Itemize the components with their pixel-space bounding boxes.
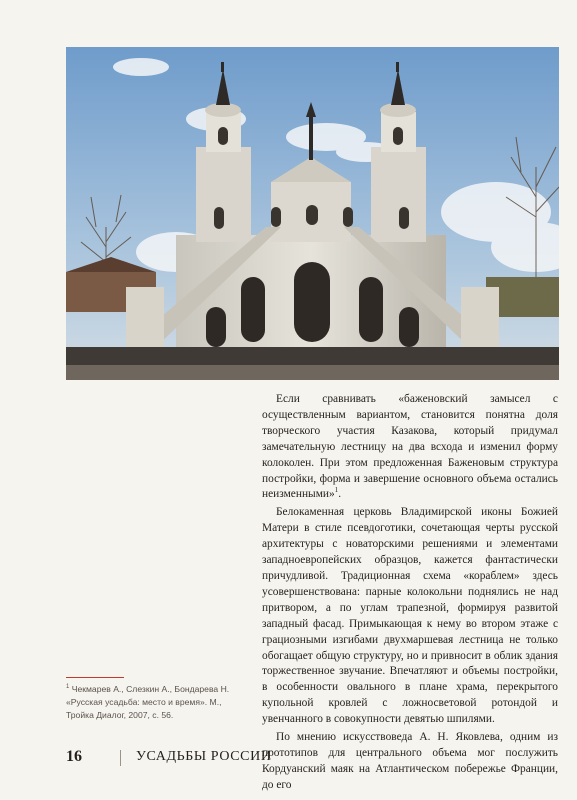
footer-separator (120, 750, 121, 766)
footnote-marker: 1 (66, 684, 70, 691)
running-title: УСАДЬБЫ РОССИИ (136, 749, 272, 764)
footnote-ref[interactable]: 1 (334, 486, 339, 495)
footnote-text: Чекмарев А., Слезкин А., Бондарева Н. «Русская усадьба: место и время». М., Тройка Диалог, 2007, с. 56. (66, 684, 230, 721)
page-number: 16 (66, 748, 82, 765)
footnote-divider (66, 677, 124, 678)
footnote (66, 683, 248, 723)
paragraph-1-text: Если сравнивать «баженовский замысел с осуществленным вариантом, становится понятна доля творческого участия Казакова, который придумал замечательную лестницу на два всхода и изменил форму колоколен. При этом предложенная Баженовым структура постройки, форма и завершение основного объема остались неизменными» (262, 393, 558, 501)
paragraph-3: По мнению искусствоведа А. Н. Яковлева, одним из прототипов для центрального объема мог послужить Кордуанский маяк на Атлантическом побережье Франции, до его (262, 731, 558, 791)
church-illustration (66, 47, 559, 380)
paragraph-2: Белокаменная церковь Владимирской иконы Божией Матери в стиле псевдоготики, сочетающая черты русской архитектуры с новаторскими решениями и элементами западноевропейских образцов, кажется фантастически причудливой. Традиционная схема «кораблем» здесь усовершенствована: парные колокольни поднялись не над притвором, а по углам трапезной, формируя развитой западный фасад. Примыкающая к нему во втором этаже с грациозными изгибами двухмаршевая лестница не только обогащает общую структуру, но и привносит в облик здания торжественное звучание. Впечатляют и объемы постройки, в особенности овального в плане храма, перекрытого купольной кровлей с ложносветовой ротондой и увенчанного в совокупности девятью шпилями. (262, 506, 558, 726)
paragraph-1: Если сравнивать «баженовский замысел с осуществленным вариантом, становится понятна доля творческого участия Казакова, который придумал замечательную лестницу на два всхода и изменил форму колоколен. При этом предложенная Баженовым структура постройки, форма и завершение основного объема остались неизменными»$^1$. (262, 393, 558, 501)
body-text (262, 392, 558, 794)
church-photo (66, 47, 559, 380)
